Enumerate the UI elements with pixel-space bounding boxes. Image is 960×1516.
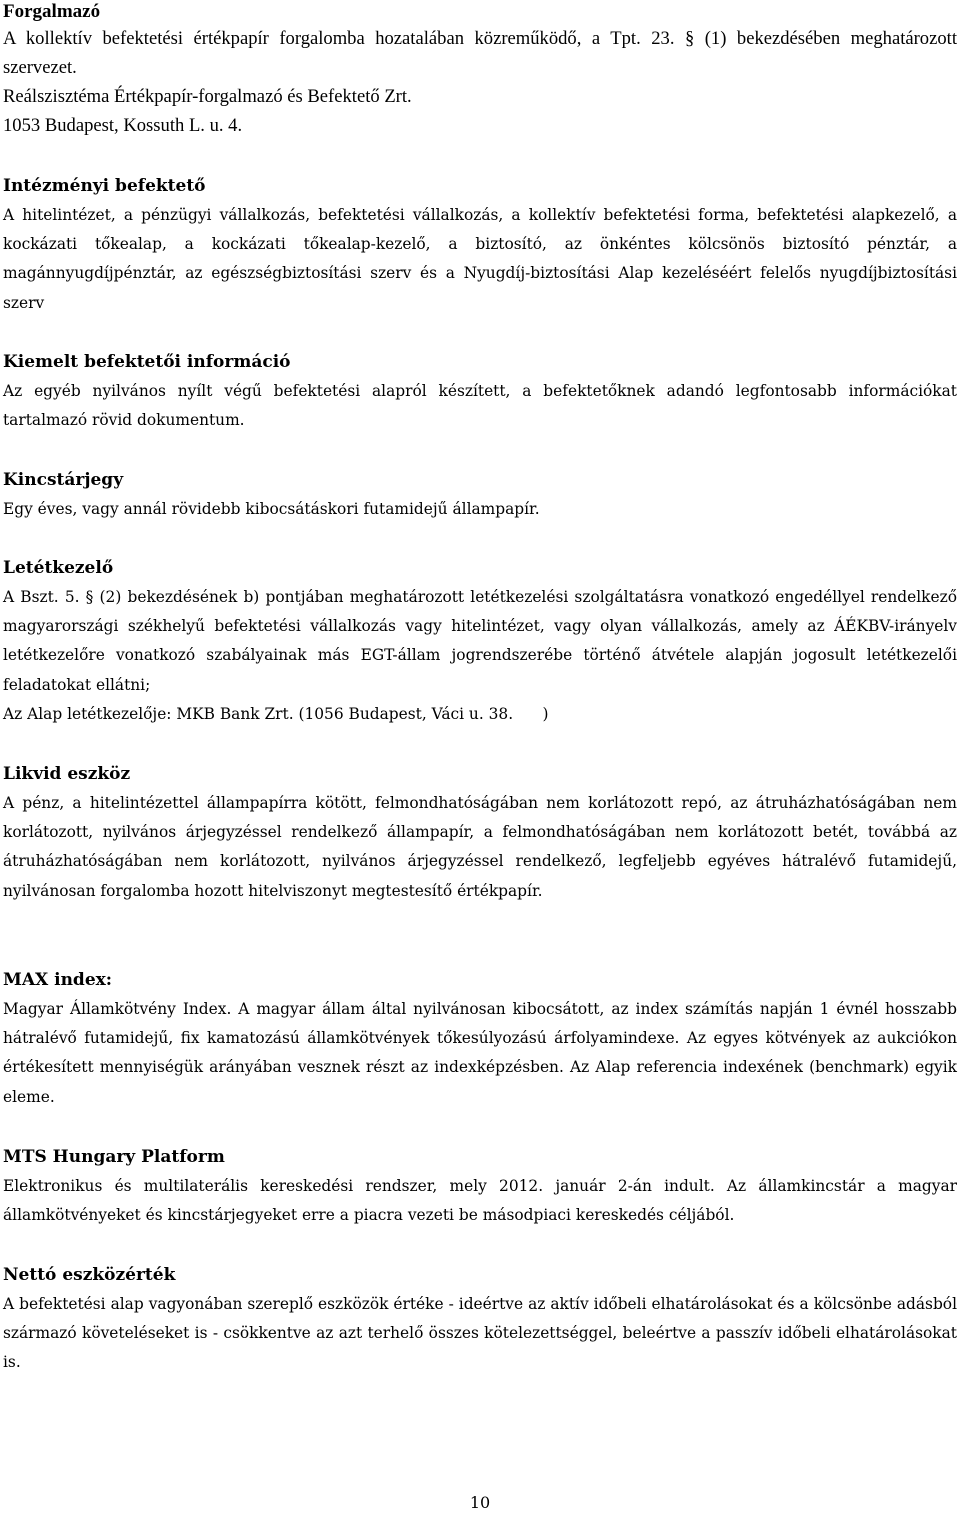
term-heading: MTS Hungary Platform xyxy=(3,1147,225,1167)
term-definition: Elektronikus és multilaterális kereskedési rendszer, mely 2012. január 2-án indult. Az államkincstár a magyar államkötvényeket és kincstárjegyeket erre a piacra vezeti be másodpiaci kereskedés céljából. xyxy=(3,1177,957,1225)
term-definition: Egy éves, vagy annál rövidebb kibocsátáskori futamidejű állampapír. xyxy=(3,500,540,518)
definition-line: A kollektív befektetési értékpapír forgalomba hozatalában közreműködő, a Tpt. 23. § (1) bekezdésében meghatározott szervezet. xyxy=(3,28,957,78)
term-heading: Likvid eszköz xyxy=(3,764,131,784)
page-number: 10 xyxy=(469,1493,491,1512)
entry-kincstarjegy xyxy=(3,466,957,524)
term-definition xyxy=(3,583,957,729)
entry-letetkezelo xyxy=(3,554,957,729)
term-heading: Kiemelt befektetői információ xyxy=(3,352,291,372)
term-heading: Nettó eszközérték xyxy=(3,1265,176,1285)
term-heading: Forgalmazó xyxy=(3,1,101,22)
term-heading: Intézményi befektető xyxy=(3,176,206,196)
term-definition: Magyar Államkötvény Index. A magyar állam által nyilvánosan kibocsátott, az index számítás napján 1 évnél hosszabb hátralévő futamidejű, fix kamatozású államkötvények tőkesúlyozású árfolyamindexe. Az egyes kötvények az aukciókon értékesített mennyiségük arányában vesznek részt az indexképzésben. Az Alap referencia indexének (benchmark) egyik eleme. xyxy=(3,1000,957,1106)
term-definition: A hitelintézet, a pénzügyi vállalkozás, befektetési vállalkozás, a kollektív befektetési forma, befektetési alapkezelő, a kockázati tőkealap, a kockázati tőkealap-kezelő, a biztosító, az önkéntes kölcsönös biztosító pénztár, a magánnyugdíjpénztár, az egészségbiztosítási szerv és a Nyugdíj-biztosítási Alap kezeléséért felelős nyugdíjbiztosítási szerv xyxy=(3,206,957,312)
term-definition: Az egyéb nyilvános nyílt végű befektetési alapról készített, a befektetőknek adandó legfontosabb információkat tartalmazó rövid dokumentum. xyxy=(3,382,957,430)
entry-likvid-eszkoz xyxy=(3,760,957,906)
definition-line: A Bszt. 5. § (2) bekezdésének b) pontjában meghatározott letétkezelési szolgáltatásra vonatkozó engedéllyel rendelkező magyarországi székhelyű befektetési vállalkozás vagy hitelintézet, vagy olyan vállalkozás, amely az ÁÉKBV-irányelv letétkezelőre vonatkozó szabályainak más EGT-állam jogrendszerébe történő átvétele alapján jogosult letétkezelői feladatokat ellátni; xyxy=(3,588,957,694)
entry-mts-hungary-platform xyxy=(3,1143,957,1230)
definition-line: 1053 Budapest, Kossuth L. u. 4. xyxy=(3,115,243,136)
term-definition: A befektetési alap vagyonában szereplő eszközök értéke - ideértve az aktív időbeli elhatárolásokat és a kölcsönbe adásból származó követeléseket is - csökkentve az azt terhelő összes kötelezettséggel, beleértve a passzív időbeli elhatárolásokat is. xyxy=(3,1295,957,1372)
term-definition xyxy=(3,24,957,140)
definition-line: Reálszisztéma Értékpapír-forgalmazó és Befektető Zrt. xyxy=(3,86,412,107)
entry-max-index xyxy=(3,966,957,1112)
entry-kiemelt-befektetoi-informacio xyxy=(3,348,957,435)
term-heading: MAX index: xyxy=(3,970,113,990)
entry-intezmenyi-befekteto xyxy=(3,172,957,318)
entry-forgalmazo xyxy=(3,0,957,140)
term-definition: A pénz, a hitelintézettel állampapírra kötött, felmondhatóságában nem korlátozott repó, az átruházhatóságában nem korlátozott, nyilvános árjegyzéssel rendelkező állampapír, a felmondhatóságában nem korlátozott betét, továbbá az átruházhatóságában nem korlátozott, nyilvános árjegyzéssel rendelkező, legfeljebb egyéves hátralévő futamidejű, nyilvánosan forgalomba hozott hitelviszonyt megtestesítő értékpapír. xyxy=(3,794,957,900)
definition-line: Az Alap letétkezelője: MKB Bank Zrt. (1056 Budapest, Váci u. 38. ) xyxy=(3,704,549,723)
term-heading: Kincstárjegy xyxy=(3,470,124,490)
entry-netto-eszkozertek xyxy=(3,1261,957,1378)
term-heading: Letétkezelő xyxy=(3,558,114,578)
